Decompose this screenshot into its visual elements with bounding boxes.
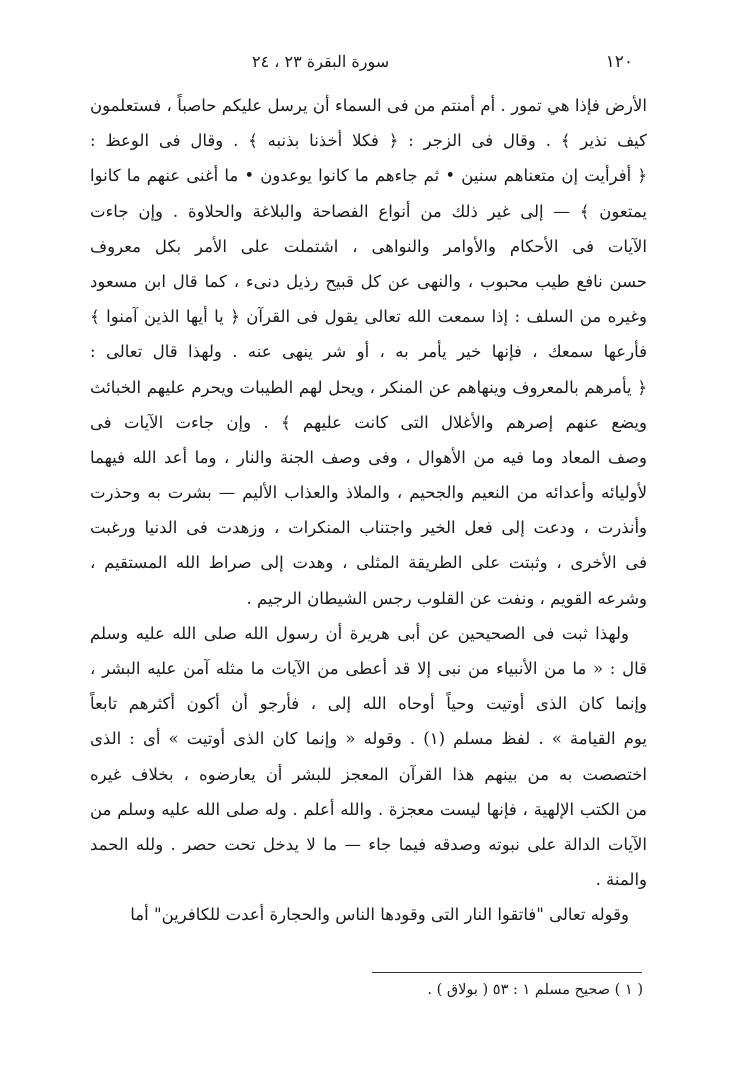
text-line: الأرض فإذا هي تمور . أم أمنتم من فى السماء أن يرسل عليكم حاصباً ، فستعلمون bbox=[90, 96, 647, 115]
text-line: الآيات فى الأحكام والأوامر والنواهى ، اشتملت على الأمر بكل معروف bbox=[90, 236, 647, 256]
text-line: ﴿ أفرأيت إن متعناهم سنين • ثم جاءهم ما كانوا يوعدون • ما أغنى عنهم ما كانوا bbox=[90, 166, 647, 186]
text-line: من الكتب الإلهية ، فإنها ليست معجزة . والله أعلم . وله صلى الله عليه وسلم من bbox=[90, 799, 647, 819]
text-line: وقوله تعالى "فاتقوا النار التى وقودها الناس والحجارة أعدت للكافرين" أما bbox=[130, 905, 629, 925]
footnote-divider bbox=[372, 972, 642, 973]
page-number: ١٢٠ bbox=[605, 52, 633, 72]
text-line: لأوليائه وأعدائه من النعيم والجحيم ، والملاذ والعذاب الأليم — بشرت به وحذرت bbox=[90, 483, 647, 503]
text-line: وأنذرت ، ودعت إلى فعل الخير واجتناب المنكرات ، وزهدت فى الدنيا ورغبت bbox=[90, 518, 647, 538]
text-line: ويضع عنهم إصرهم والأغلال التى كانت عليهم ﴾ . وإن جاءت الآيات فى bbox=[90, 412, 647, 432]
page-header bbox=[92, 52, 633, 78]
running-title: سورة البقرة ٢٣ ، ٢٤ bbox=[252, 52, 390, 71]
text-line: اختصصت به من بينهم هذا القرآن المعجز للبشر أن يعارضوه ، بخلاف غيره bbox=[90, 764, 647, 784]
text-line: وغيره من السلف : إذا سمعت الله تعالى يقول فى القرآن ﴿ يا أيها الذين آمنوا ﴾ bbox=[90, 307, 647, 327]
text-line: كيف نذير ﴾ . وقال فى الزجر : ﴿ فكلا أخذنا بذنبه ﴾ . وقال فى الوعظ : bbox=[90, 131, 647, 151]
text-line: الآيات الدالة على نبوته وصدقه فيما جاء — ما لا يدخل تحت حصر . ولله الحمد bbox=[90, 834, 647, 854]
text-line: قال : « ما من الأنبياء من نبى إلا قد أعطى من الآيات ما مثله آمن عليه البشر ، bbox=[90, 659, 647, 678]
text-line: ﴿ يأمرهم بالمعروف وينهاهم عن المنكر ، ويحل لهم الطيبات ويحرم عليهم الخبائث bbox=[90, 377, 647, 397]
page-body bbox=[90, 88, 647, 933]
text-line: يوم القيامة » . لفظ مسلم (١) . وقوله « وإنما كان الذى أوتيت » أى : الذى bbox=[90, 729, 647, 749]
text-line: يمتعون ﴾ — إلى غير ذلك من أنواع الفصاحة والبلاغة والحلاوة . وإن جاءت bbox=[90, 201, 647, 221]
text-line: وصف المعاد وما فيه من الأهوال ، وفى وصف الجنة والنار ، وما أعد الله فيهما bbox=[90, 447, 647, 467]
text-line: والمنة . bbox=[595, 870, 647, 890]
text-line: وشرعه القويم ، ونفت عن القلوب رجس الشيطان الرجيم . bbox=[246, 588, 647, 608]
text-line: فى الأخرى ، وثبتت على الطريقة المثلى ، وهدت إلى صراط الله المستقيم ، bbox=[90, 553, 647, 573]
text-line: فأرعها سمعك ، فإنها خير يأمر به ، أو شر ينهى عنه . ولهذا قال تعالى : bbox=[90, 342, 647, 362]
text-line: حسن نافع طيب محبوب ، والنهى عن كل قبيح رذيل دنىء ، كما قال ابن مسعود bbox=[90, 271, 647, 291]
text-line: ولهذا ثبت فى الصحيحين عن أبى هريرة أن رسول الله صلى الله عليه وسلم bbox=[90, 623, 629, 643]
text-line: وإنما كان الذى أوتيت وحياً أوحاه الله إلى ، فأرجو أن أكون أكثرهم تابعاً bbox=[90, 694, 647, 714]
footnote: ( ١ ) صحيح مسلم ١ : ٥٣ ( بولاق ) . bbox=[427, 982, 643, 998]
